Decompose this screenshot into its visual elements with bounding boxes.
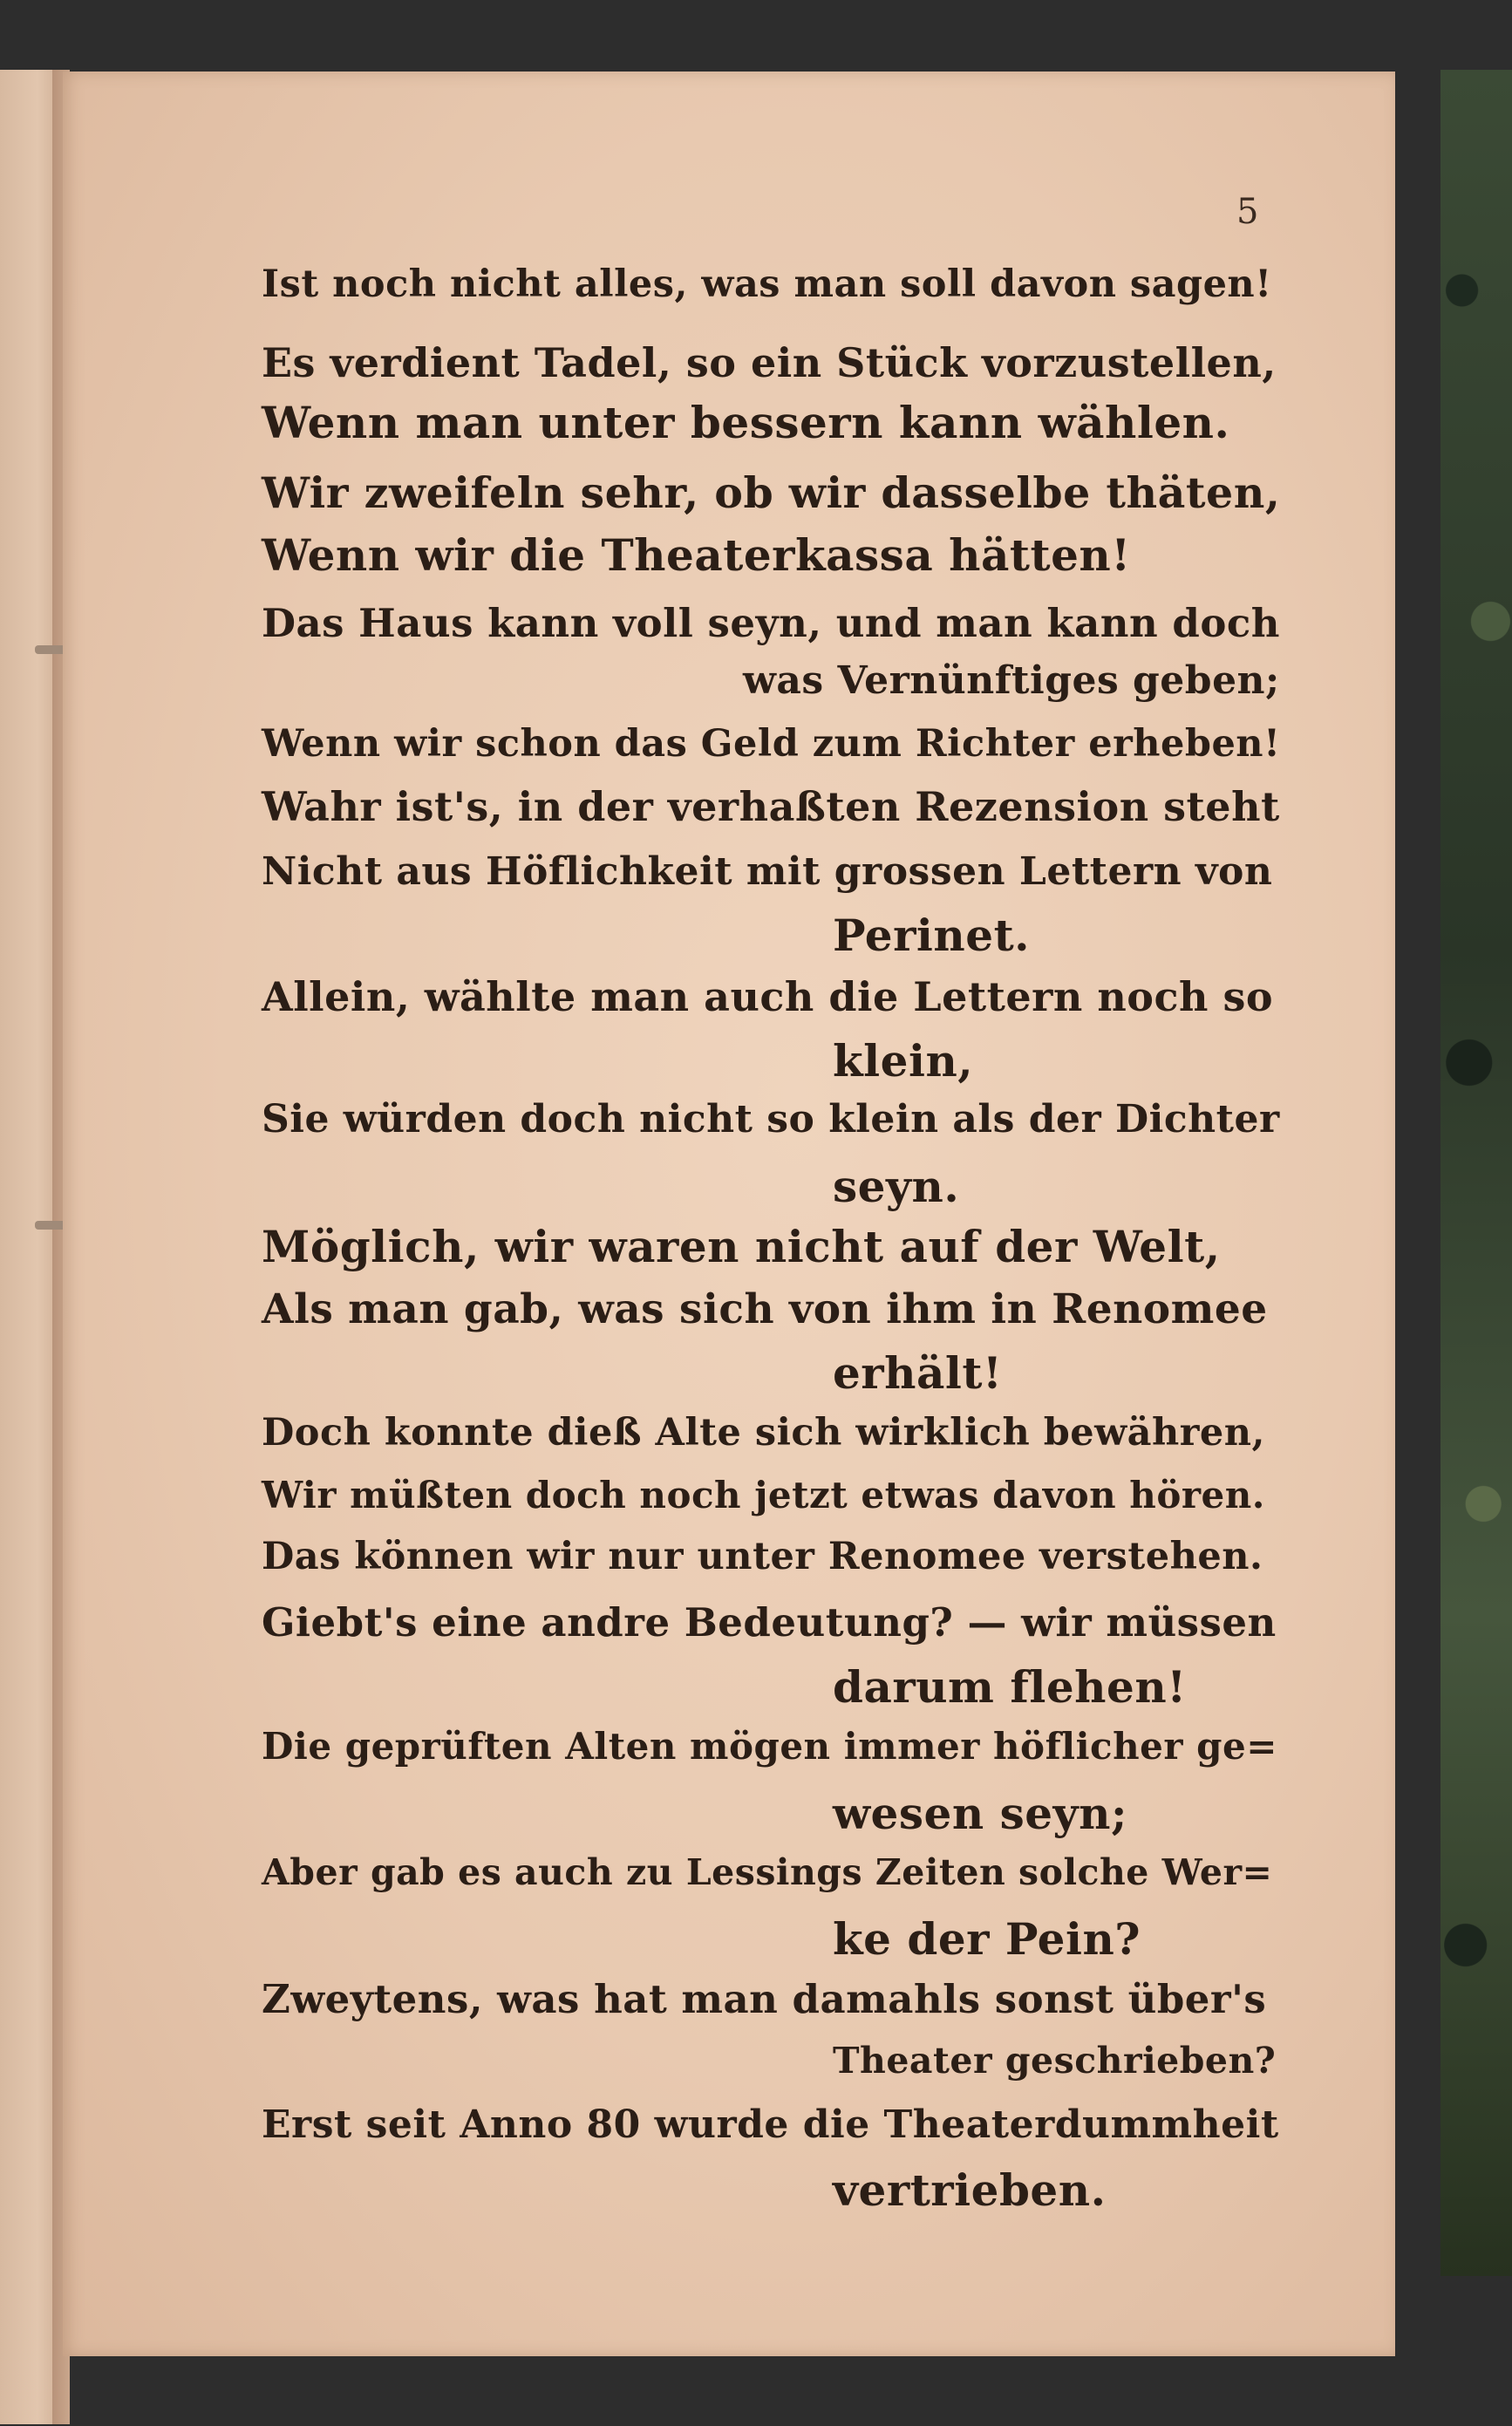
text-line: Wir müßten doch noch jetzt etwas davon hören. [262,1474,1265,1516]
text-line: Das können wir nur unter Renomee verstehen. [262,1535,1263,1578]
text-line: Nicht aus Höflichkeit mit grossen Lettern von [262,849,1273,894]
text-line: Wir zweifeln sehr, ob wir dasselbe thäten, [262,467,1281,518]
marbled-cover-edge [1440,70,1512,2276]
text-line: Wahr ist's, in der verhaßten Rezension steht [262,783,1280,830]
text-line: Aber gab es auch zu Lessings Zeiten solche Wer= [262,1851,1273,1893]
text-line-continuation: was Vernünftiges geben; [743,658,1280,703]
text-line: Sie würden doch nicht so klein als der Dichter [262,1097,1280,1141]
text-line-continuation: vertrieben. [833,2164,1107,2216]
text-line-continuation: darum flehen! [833,1661,1187,1713]
text-line: Wenn wir die Theaterkassa hätten! [262,529,1131,581]
text-line-continuation: erhält! [833,1347,1003,1399]
text-line: Möglich, wir waren nicht auf der Welt, [262,1221,1221,1272]
text-line: Als man gab, was sich von ihm in Renomee [262,1285,1268,1333]
text-line-continuation: klein, [833,1035,974,1087]
text-line-continuation: ke der Pein? [833,1913,1141,1965]
text-line: Giebt's eine andre Bedeutung? — wir müssen [262,1599,1277,1646]
text-line: Zweytens, was hat man damahls sonst über's [262,1976,1267,2022]
text-line: Die geprüften Alten mögen immer höflicher ge= [262,1725,1277,1768]
text-line: Ist noch nicht alles, was man soll davon sagen! [262,262,1272,306]
text-line: Es verdient Tadel, so ein Stück vorzustellen, [262,339,1277,386]
text-line: Wenn man unter bessern kann wählen. [262,397,1230,448]
text-line-continuation: seyn. [833,1161,960,1212]
text-line-continuation: wesen seyn; [833,1788,1127,1839]
text-line: Allein, wählte man auch die Lettern noch so [262,973,1274,1020]
text-line: Erst seit Anno 80 wurde die Theaterdummheit [262,2102,1279,2147]
text-line: Wenn wir schon das Geld zum Richter erheben! [262,722,1281,766]
page-number: 5 [1236,192,1259,232]
text-line: Das Haus kann voll seyn, und man kann doch [262,600,1280,646]
text-line-continuation: Theater geschrieben? [833,2040,1277,2082]
text-line-continuation: Perinet. [833,910,1031,961]
text-line: Doch konnte dieß Alte sich wirklich bewähren, [262,1411,1266,1455]
